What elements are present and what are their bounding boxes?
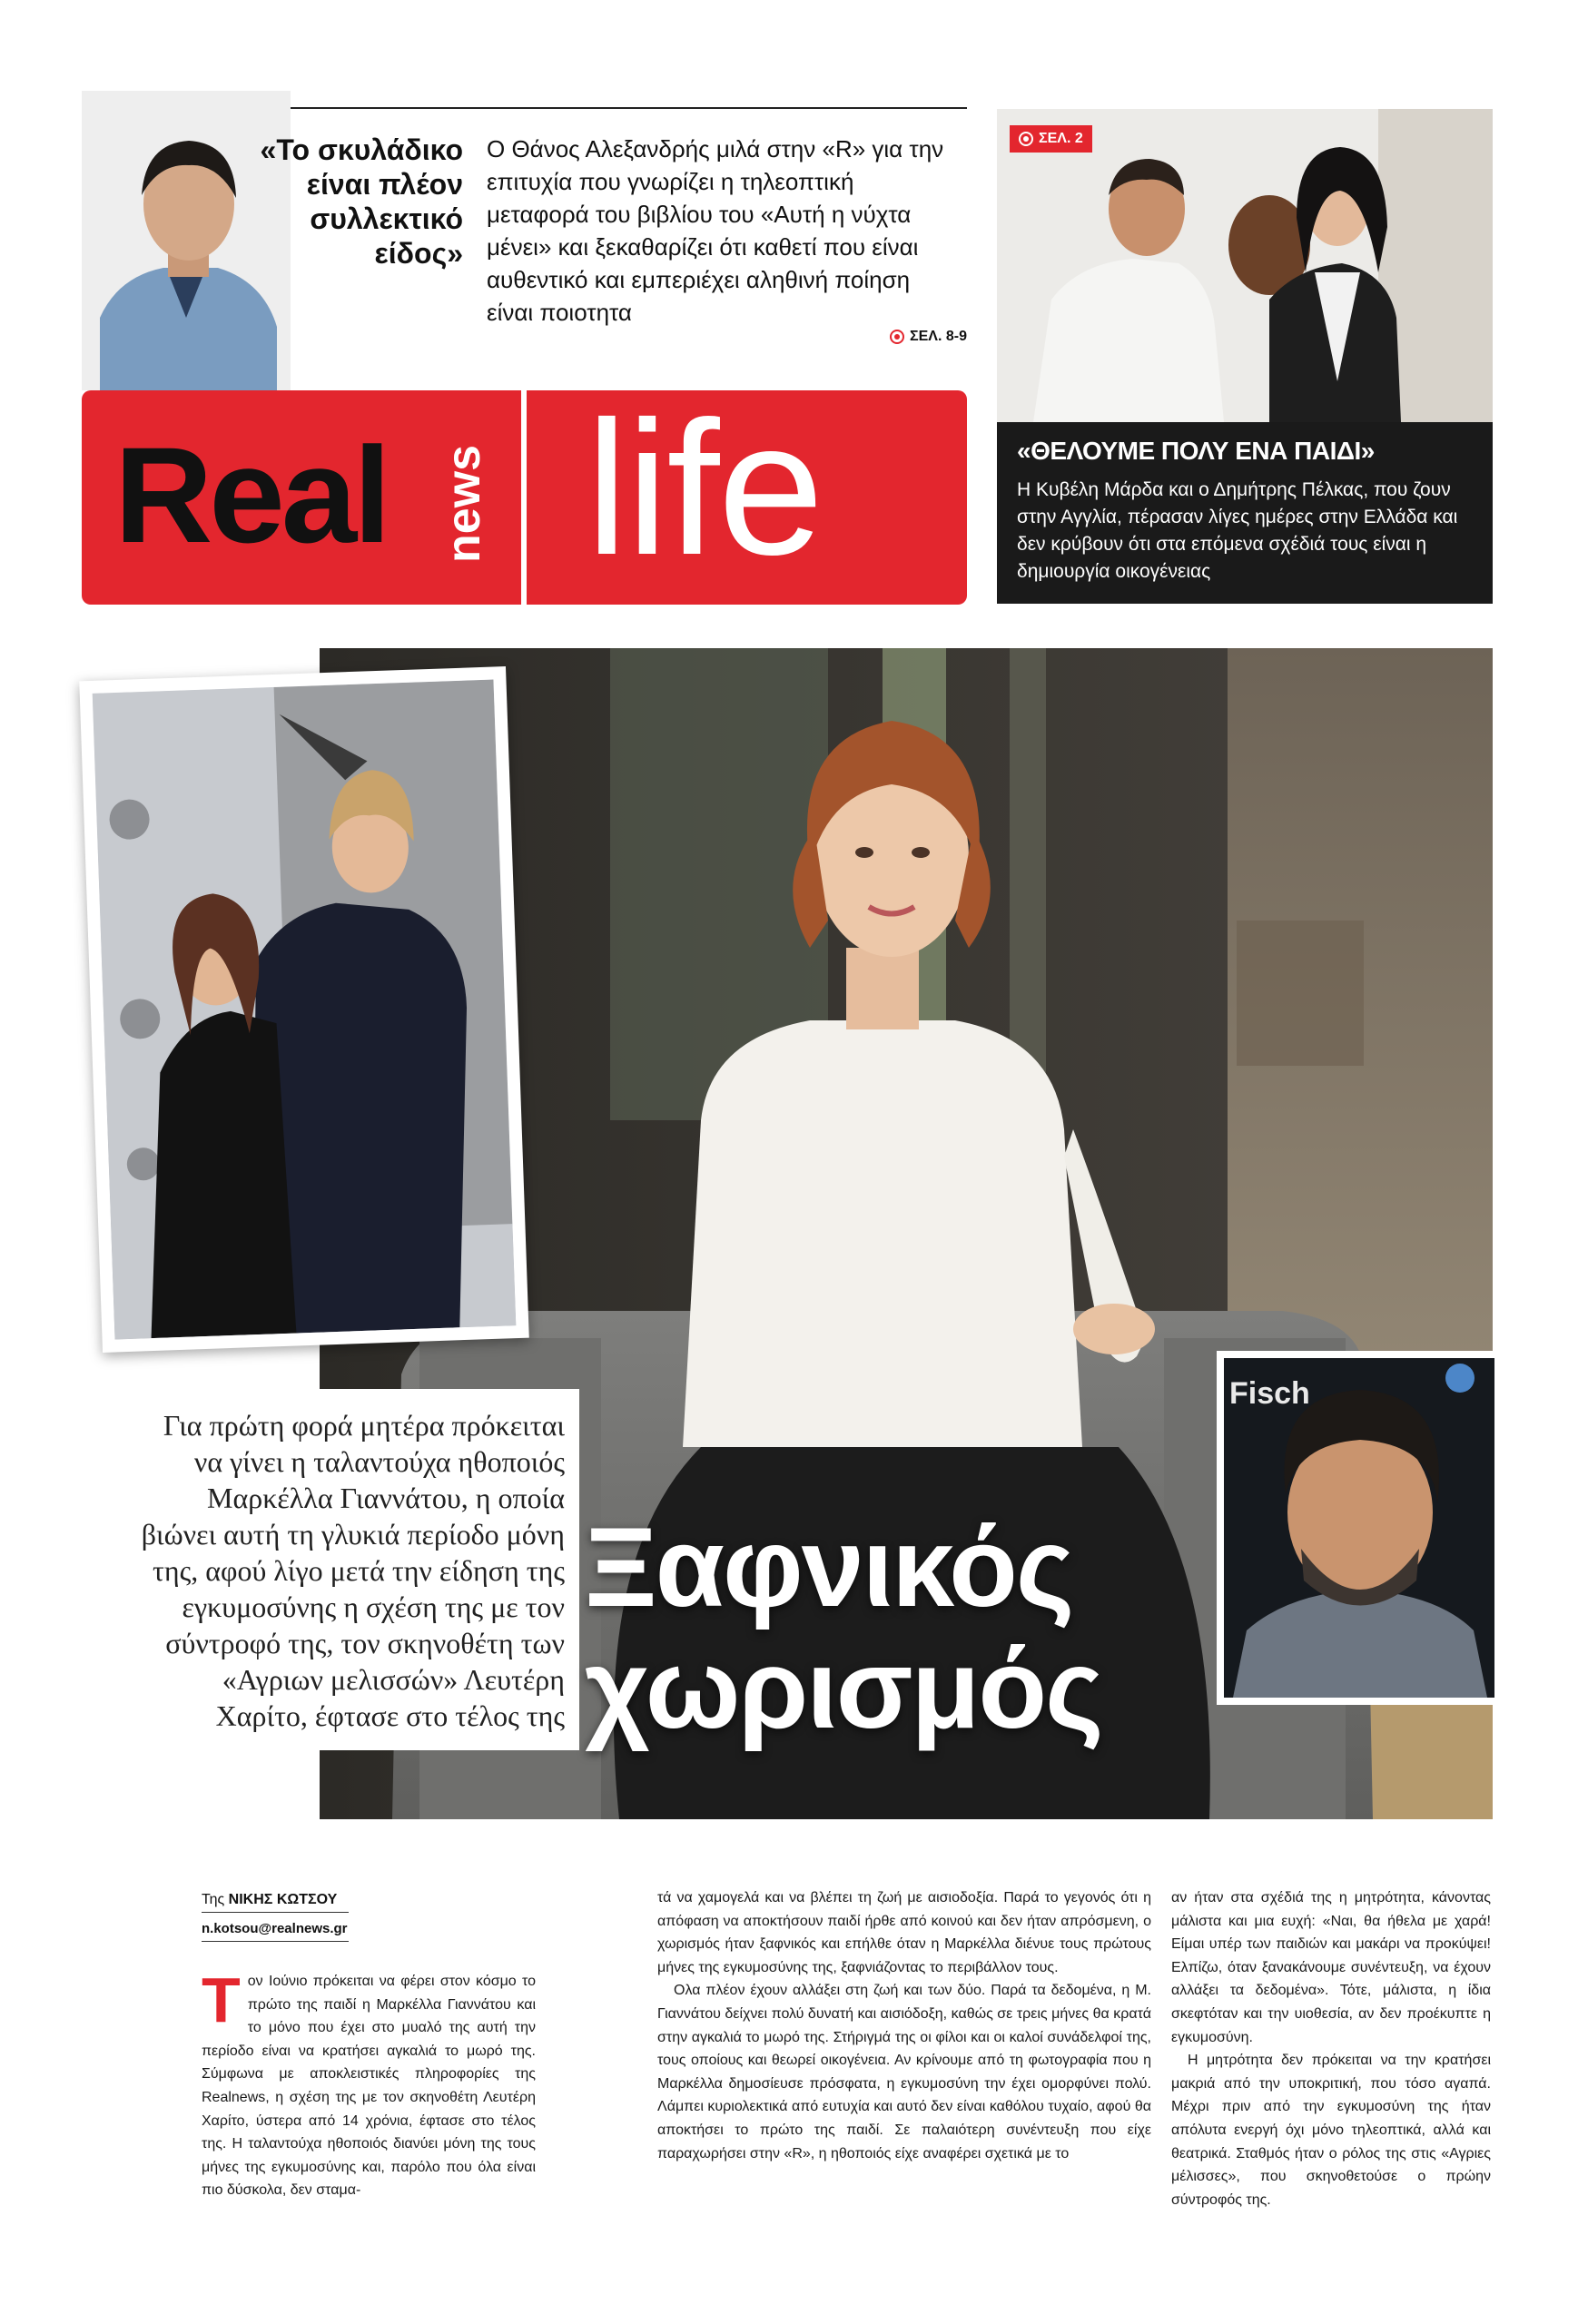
- logo-real: Real: [114, 419, 388, 571]
- logo-news: news: [438, 444, 490, 563]
- article-paragraph: Η μητρότητα δεν πρόκειται να την κρατήσει μακριά από την υποκριτική, που τόσο αγαπά. Μέχρι πριν από την εγκυμοσύνη της ήταν απόλυτα ενεργή όχι μόνο τηλεοπτικά, αλλά και θεατρικά. Σταθμός ήταν ο ρόλος της στις «Αγριες μέλισσες», που σκηνοθετούσε ο πρώην σύντροφός της.: [1171, 2053, 1491, 2208]
- teaser-quote: «Το σκυλάδικο είναι πλέον συλλεκτικό είδος»: [260, 133, 463, 270]
- article-column-3: [1171, 1886, 1491, 2211]
- drop-cap: Τ: [202, 1965, 241, 2035]
- logo-divider: [521, 390, 527, 605]
- article-paragraph: αν ήταν στα σχέδιά της η μητρότητα, κάνοντας μάλιστα και μια ευχή: «Ναι, θα ήθελα με χαρά! Είμαι υπέρ των παιδιών και μακάρι να προκύψει! Ελπίζω, όταν ξανακάνουμε συνέντευξη, να έχουν αλλάξει τα δεδομένα». Τότε, μάλιστα, η ίδια σκεφτόταν και την υιοθεσία, αν δεν προέκυπτε η εγκυμοσύνη.: [1171, 1890, 1491, 2045]
- byline-prefix: Της: [202, 1892, 225, 1907]
- couple-title: «ΘΕΛΟΥΜΕ ΠΟΛΥ ΕΝΑ ΠΑΙΔΙ»: [1017, 437, 1375, 465]
- headline-line-1: Ξαφνικός: [585, 1505, 1073, 1630]
- logo-life: life: [586, 390, 823, 595]
- teaser-text: Ο Θάνος Αλεξανδρής μιλά στην «R» για την επιτυχία που γνωρίζει η τηλεοπτική μεταφορά του βιβλίου του «Αυτή η νύχτα μένει» και ξεκαθαρίζει ότι καθετί που είναι αυθεντικό και εμπεριέχει αληθινή ποίηση είναι ποιοτητα: [487, 135, 944, 326]
- article-paragraph: [202, 1965, 536, 2202]
- section-logo: [82, 390, 967, 605]
- feature-intro: Για πρώτη φορά μητέρα πρόκειται να γίνει η ταλαντούχα ηθοποιός Μαρκέλλα Γιαννάτου, η οποία βιώνει αυτή τη γλυκιά περίοδο μόνη της, αφού λίγο μετά την είδηση της εγκυμοσύνης η σχέση της με τον σύντροφό της, τον σκηνοθέτη των «Αγριων μελισσών» Λευτέρη Χαρίτο, έφτασε στο τέλος της: [136, 1389, 579, 1750]
- couple-photo: [997, 109, 1493, 422]
- email-rule: [202, 1941, 349, 1942]
- pregnancy-inset-photo: [79, 666, 529, 1353]
- headline-line-2: χωρισμός: [585, 1627, 1102, 1752]
- couple-page-ref-label: ΣΕΛ. 2: [1039, 131, 1083, 146]
- inset-sign-text: Fisch: [1229, 1376, 1310, 1411]
- article-paragraph: Ολα πλέον έχουν αλλάξει στη ζωή και των δύο. Παρά τα δεδομένα, η Μ. Γιαννάτου δείχνει πολύ δυνατή και αισιόδοξη, καθώς σε τρεις μήνες θα κρατά στην αγκαλιά το μωρό της. Στήριγμά της οι φίλοι και οι καλοί συνάδελφοί της, τους οποίους και θεωρεί οικογένεια. Αν κρίνουμε από τη φωτογραφία που η Μαρκέλλα δημοσίευσε πρόσφατα, η εγκυμοσύνη την έχει ομορφύνει πολύ. Λάμπει κυριολεκτικά από ευτυχία και αυτό δεν είναι καθόλου τυχαίο, αφού θα αποκτήσει το πρώτο της παιδί. Σε παλαιότερη συνέντευξη που είχε παραχωρήσει στην «R», η ηθοποιός είχε αναφέρει σχετικά με το: [657, 1983, 1151, 2162]
- teaser-page-ref-label: ΣΕΛ. 8-9: [910, 329, 967, 344]
- feature-headline: [585, 1507, 1220, 1750]
- couple-page-ref[interactable]: [1010, 125, 1092, 153]
- couple-caption-box: [997, 422, 1493, 604]
- teaser-page-ref[interactable]: [890, 329, 967, 345]
- paragraph-text: ον Ιούνιο πρόκειται να φέρει στον κόσμο το πρώτο της παιδί η Μαρκέλλα Γιαννάτου και το μόνο που έχει στο μυαλό της αυτή την περίοδο είναι να κρατήσει αγκαλιά το μωρό της. Σύμφωνα με αποκλειστικές πληροφορίες της Realnews, η σχέση της με τον σκηνοθέτη Λευτέρη Χαρίτο, ύστερα από 14 χρόνια, έφτασε στο τέλος της. Η ταλαντούχα ηθοποιός διανύει μόνη της τους μήνες της εγκυμοσύνης και, παρόλο που όλα είναι πιο δύσκολα, δεν σταμα-: [202, 1974, 536, 2199]
- article-column-1: [202, 1965, 536, 2202]
- byline: [202, 1892, 337, 1908]
- author-email[interactable]: n.kotsou@realnews.gr: [202, 1921, 348, 1936]
- article-paragraph: τά να χαμογελά και να βλέπει τη ζωή με αισιοδοξία. Παρά το γεγονός ότι η απόφαση να αποκτήσουν παιδί ήρθε από κοινού και δεν ήταν απρόσμενη, ο χωρισμός ήταν ξαφνικός και επήλθε όταν η Μαρκέλλα διένυε τους πρώτους μήνες της εγκυμοσύνης της, ξαφνιάζοντας το περιβάλλον τους.: [657, 1890, 1151, 1975]
- target-icon: [890, 330, 904, 344]
- byline-rule: [202, 1912, 349, 1913]
- man-inset-photo: [1217, 1351, 1494, 1705]
- byline-author: ΝΙΚΗΣ ΚΩΤΣΟΥ: [228, 1892, 338, 1907]
- target-icon: [1019, 132, 1033, 146]
- couple-text: Η Κυβέλη Μάρδα και ο Δημήτρης Πέλκας, που ζουν στην Αγγλία, πέρασαν λίγες ημέρες στην Ελλάδα και δεν κρύβουν ότι στα επόμενα σχέδιά τους είναι η δημιουργία οικογένειας: [1017, 479, 1458, 582]
- article-column-2: [657, 1886, 1151, 2165]
